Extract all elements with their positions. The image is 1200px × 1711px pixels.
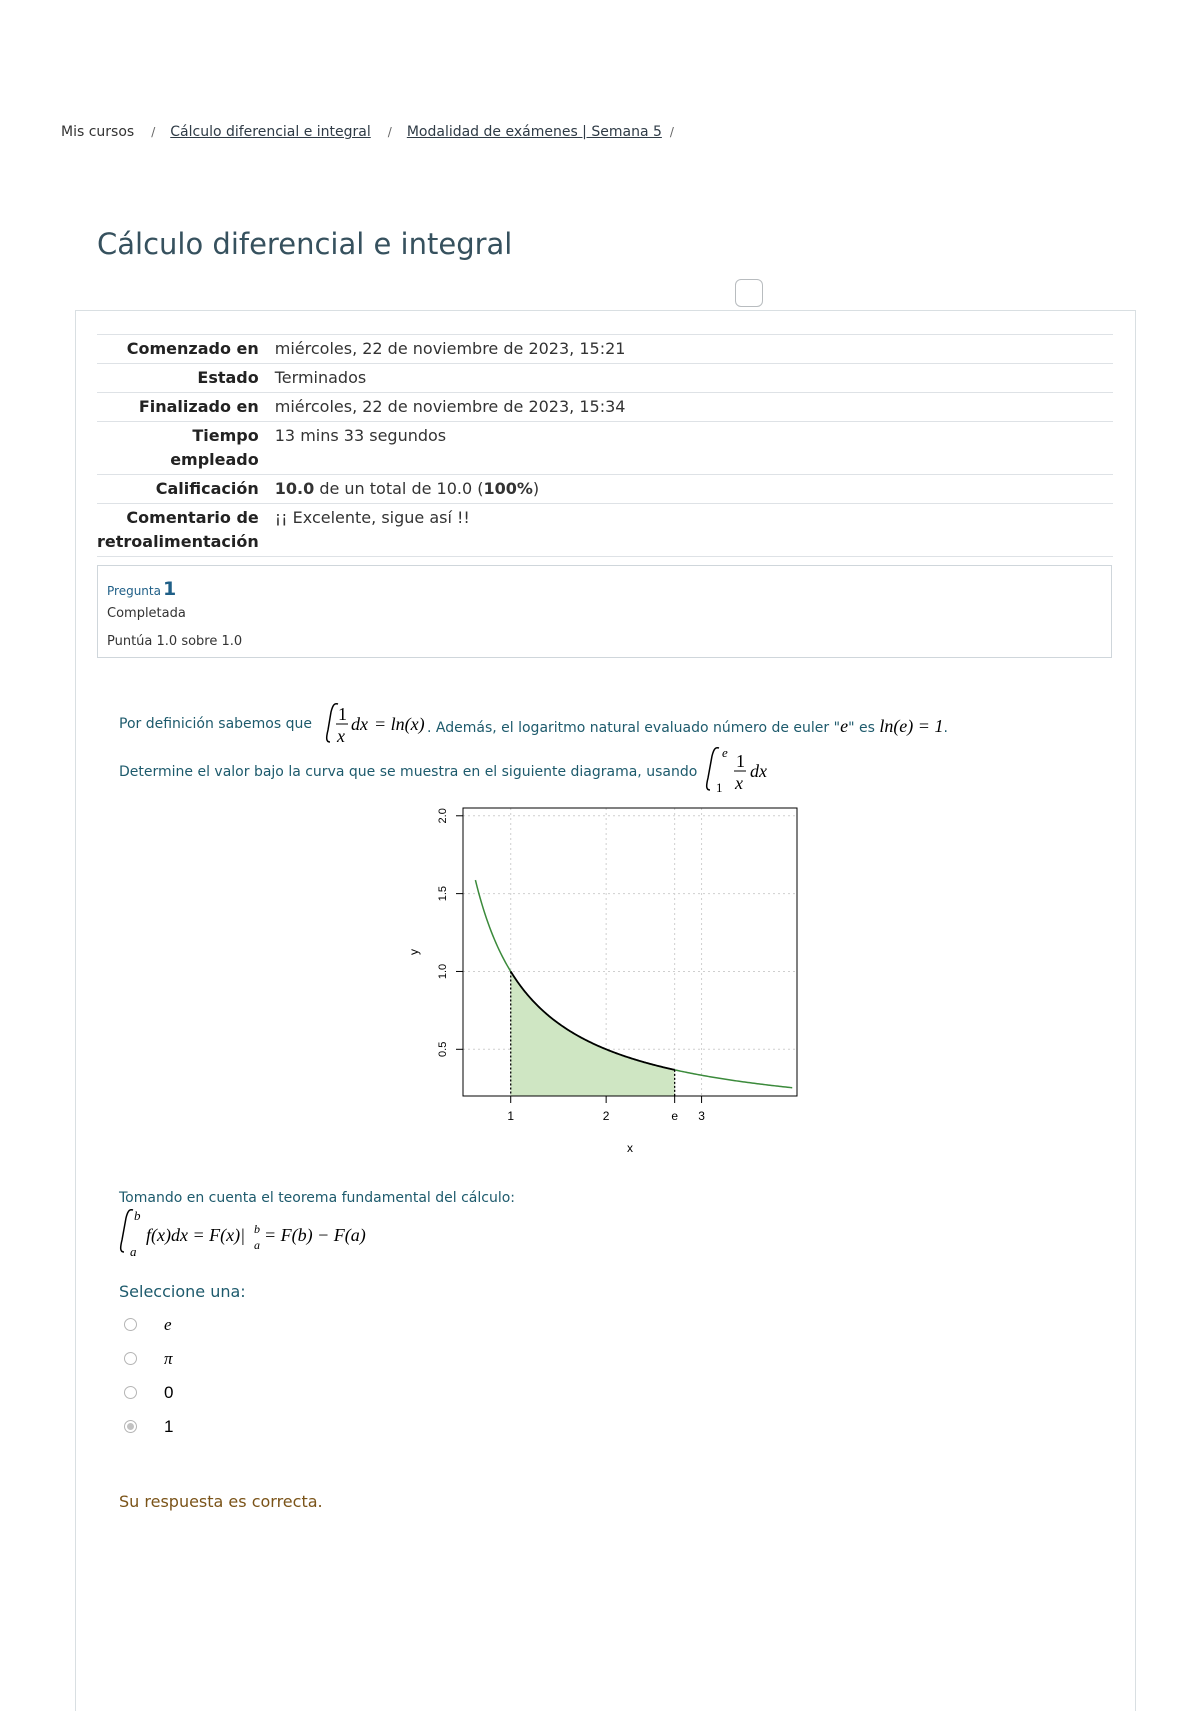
svg-text:e: e bbox=[722, 746, 728, 760]
summary-row-started bbox=[97, 335, 1113, 364]
svg-text:x: x bbox=[735, 773, 743, 793]
breadcrumb-course-link[interactable]: Cálculo diferencial e integral bbox=[170, 124, 371, 140]
x-tick-label: e bbox=[671, 1109, 679, 1123]
breadcrumb-separator: / bbox=[387, 125, 392, 139]
summary-label: Calificación bbox=[155, 479, 259, 498]
x-tick-label: 2 bbox=[602, 1109, 610, 1123]
fundamental-theorem-formula bbox=[118, 1208, 388, 1258]
x-tick-label: 1 bbox=[507, 1109, 515, 1123]
question-determine-text: Determine el valor bajo la curva que se muestra en el siguiente diagrama, usando bbox=[119, 764, 698, 780]
summary-value: miércoles, 22 de noviembre de 2023, 15:34 bbox=[274, 397, 626, 416]
area-under-curve-chart bbox=[390, 790, 810, 1160]
shaded-area-under-curve bbox=[511, 971, 675, 1096]
breadcrumb-separator: / bbox=[151, 125, 156, 139]
question-number: Pregunta 1 bbox=[107, 578, 177, 600]
page-title: Cálculo diferencial e integral bbox=[97, 227, 513, 261]
option-label: 0 bbox=[164, 1383, 174, 1402]
svg-text:1: 1 bbox=[736, 751, 745, 771]
svg-text:= F(b) − F(a): = F(b) − F(a) bbox=[264, 1225, 366, 1245]
summary-label: Finalizado en bbox=[138, 397, 259, 416]
y-tick-label: 1.5 bbox=[437, 885, 449, 902]
y-tick-label: 0.5 bbox=[437, 1041, 449, 1057]
summary-value: 10.0 de un total de 10.0 (100%) bbox=[274, 479, 540, 498]
x-axis-label: x bbox=[627, 1141, 633, 1155]
radio-button[interactable] bbox=[124, 1386, 137, 1399]
x-tick-label: 3 bbox=[698, 1109, 705, 1123]
y-axis bbox=[437, 808, 463, 1057]
svg-text:a: a bbox=[130, 1244, 137, 1258]
breadcrumb-my-courses[interactable]: Mis cursos bbox=[61, 124, 135, 140]
summary-row-feedback bbox=[97, 504, 1113, 557]
radio-button[interactable] bbox=[124, 1318, 137, 1331]
summary-label: Comenzado en bbox=[126, 339, 259, 358]
definite-integral-formula bbox=[704, 746, 784, 794]
svg-text:= ln(x): = ln(x) bbox=[374, 714, 425, 734]
y-tick-label: 2.0 bbox=[437, 808, 449, 824]
integral-definition-formula bbox=[316, 700, 431, 748]
svg-text:1: 1 bbox=[716, 780, 723, 794]
svg-text:dx: dx bbox=[750, 761, 767, 781]
summary-value: 13 mins 33 segundos bbox=[274, 426, 447, 445]
summary-value: miércoles, 22 de noviembre de 2023, 15:21 bbox=[274, 339, 626, 358]
summary-label: Estado bbox=[197, 368, 259, 387]
summary-value: Terminados bbox=[274, 368, 367, 387]
summary-label: Comentario de retroalimentación bbox=[97, 508, 259, 551]
select-one-label: Seleccione una: bbox=[119, 1282, 246, 1301]
summary-value: ¡¡ Excelente, sigue así !! bbox=[274, 508, 470, 527]
flag-question-checkbox[interactable] bbox=[735, 279, 763, 307]
svg-text:a: a bbox=[254, 1238, 260, 1252]
attempt-summary-table bbox=[97, 334, 1113, 557]
radio-button-selected[interactable] bbox=[124, 1420, 137, 1433]
summary-row-state bbox=[97, 364, 1113, 393]
svg-text:b: b bbox=[254, 1222, 260, 1236]
answer-feedback: Su respuesta es correcta. bbox=[119, 1492, 323, 1511]
svg-text:1: 1 bbox=[338, 704, 347, 724]
summary-row-time-taken bbox=[97, 422, 1113, 475]
svg-text:dx: dx bbox=[351, 714, 368, 734]
option-label: 1 bbox=[164, 1417, 174, 1436]
summary-row-finished bbox=[97, 393, 1113, 422]
question-intro-text: Por definición sabemos que bbox=[119, 716, 312, 732]
svg-text:x: x bbox=[337, 726, 345, 746]
y-axis-label: y bbox=[407, 949, 421, 955]
question-intro-text-2: . Además, el logaritmo natural evaluado número de euler "e" es ln(e) = 1. bbox=[427, 716, 948, 736]
svg-text:f(x)dx = F(x)|: f(x)dx = F(x)| bbox=[146, 1225, 246, 1245]
radio-button[interactable] bbox=[124, 1352, 137, 1365]
breadcrumb-section-link[interactable]: Modalidad de exámenes | Semana 5 bbox=[406, 124, 662, 140]
breadcrumb-separator: / bbox=[669, 125, 674, 139]
question-state: Completada bbox=[107, 606, 186, 621]
y-tick-label: 1.0 bbox=[437, 963, 449, 980]
svg-text:b: b bbox=[134, 1208, 141, 1223]
tfc-intro-text: Tomando en cuenta el teorema fundamental del cálculo: bbox=[119, 1190, 516, 1206]
summary-label: Tiempo empleado bbox=[170, 426, 259, 469]
option-label: π bbox=[164, 1349, 173, 1368]
question-grade: Puntúa 1.0 sobre 1.0 bbox=[107, 634, 243, 649]
breadcrumb bbox=[61, 124, 689, 140]
option-label: e bbox=[164, 1315, 172, 1334]
summary-row-grade bbox=[97, 475, 1113, 504]
x-axis bbox=[507, 1096, 705, 1123]
question-info-box bbox=[97, 565, 1112, 658]
